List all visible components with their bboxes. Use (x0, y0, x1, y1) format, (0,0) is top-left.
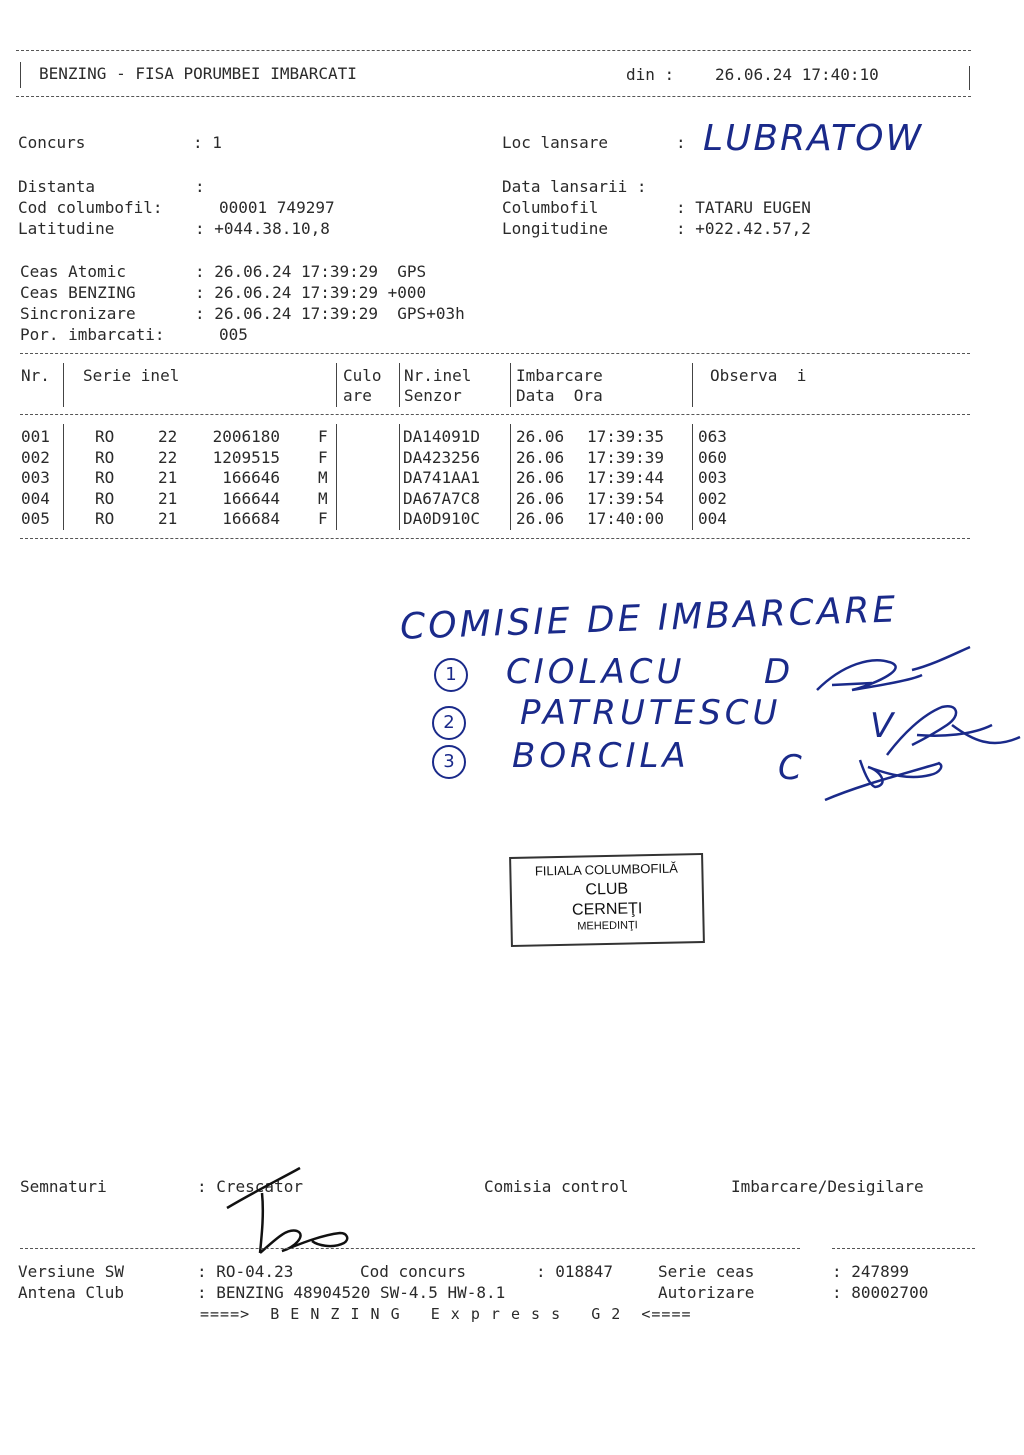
header-top-border (16, 50, 971, 51)
stamp-line-3: CERNEŢI (571, 900, 643, 919)
cell-date: 26.06 (516, 468, 565, 487)
cell-ring: 166646 (222, 468, 280, 487)
cell-nr: 004 (21, 488, 50, 508)
cell-senzor: DA14091D (403, 427, 481, 446)
cell-time: 17:39:39 (587, 447, 665, 467)
por-imbarcati-label: Por. imbarcati: (20, 325, 165, 344)
col-header-culoare-2: are (343, 386, 372, 405)
cell-year: 21 (158, 509, 178, 528)
header-date-value: 26.06.24 17:40:10 (715, 65, 879, 84)
concurs-value: : 1 (193, 133, 222, 152)
member-name: PATRUTESCU (520, 693, 782, 733)
table-col-divider (336, 363, 337, 407)
cell-nr: 001 (21, 427, 50, 446)
por-imbarcati-value: 005 (219, 325, 248, 344)
cell-observatii: 002 (698, 488, 727, 508)
longitudine-value: : +022.42.57,2 (676, 219, 811, 238)
cell-country: RO (95, 488, 115, 508)
longitudine-label: Longitudine (502, 219, 608, 238)
ceas-atomic-value: : 26.06.24 17:39:29 GPS (195, 262, 427, 281)
cell-year: 21 (158, 468, 178, 487)
versiune-sw-value: : RO-04.23 (197, 1262, 294, 1281)
cell-ring: 1209515 (212, 447, 280, 467)
antena-club-value: : BENZING 48904520 SW-4.5 HW-8.1 (197, 1283, 506, 1302)
autorizare-value: : 80002700 (832, 1283, 929, 1302)
cell-country: RO (95, 447, 115, 467)
autorizare-label: Autorizare (658, 1283, 755, 1302)
member-name: CIOLACU (506, 652, 686, 692)
cell-date: 26.06 (516, 509, 565, 528)
commission-title: COMISIE DE IMBARCARE (399, 589, 899, 648)
cell-time: 17:39:44 (587, 468, 665, 487)
col-header-observatii: Observa i (710, 366, 807, 385)
cell-sex: M (318, 468, 328, 487)
distanta-value: : (195, 177, 205, 196)
cell-year: 21 (158, 488, 178, 508)
ceas-atomic-label: Ceas Atomic (20, 262, 126, 281)
cell-nr: 003 (21, 468, 50, 487)
columbofil-value: : TATARU EUGEN (676, 198, 811, 217)
member-initial: C (778, 748, 802, 788)
imbarcare-desigilare-label: Imbarcare/Desigilare (731, 1177, 924, 1196)
table-col-divider (63, 363, 64, 407)
header-left-border (20, 62, 21, 88)
cod-columbofil-value: 00001 749297 (219, 198, 335, 217)
member-number-circle: 2 (432, 706, 466, 740)
cell-senzor: DA423256 (403, 447, 481, 467)
table-col-divider (399, 424, 400, 530)
distanta-label: Distanta (18, 177, 96, 196)
header-date-label: din : (626, 65, 675, 84)
antena-club-label: Antena Club (18, 1283, 124, 1302)
footer-separator-right (832, 1248, 975, 1249)
header-bottom-border (16, 96, 971, 97)
table-bottom-border (20, 538, 970, 539)
table-col-divider (692, 424, 693, 530)
cell-nr: 005 (21, 509, 50, 528)
document-title: BENZING - FISA PORUMBEI IMBARCATI (39, 64, 357, 83)
sincronizare-value: : 26.06.24 17:39:29 GPS+03h (195, 304, 465, 323)
columbofil-label: Columbofil (502, 198, 599, 217)
col-header-nr-inel: Nr.inel (404, 366, 472, 385)
club-stamp (509, 853, 705, 947)
loc-lansare-label: Loc lansare (502, 133, 608, 152)
cell-observatii: 004 (698, 509, 727, 528)
cell-sex: M (318, 488, 328, 508)
col-header-imbarcare: Imbarcare (516, 366, 603, 385)
table-top-border (20, 353, 970, 354)
cell-senzor: DA67A7C8 (403, 488, 481, 508)
table-header-border (20, 414, 970, 415)
cell-country: RO (95, 468, 115, 487)
cell-ring: 166644 (222, 488, 280, 508)
concurs-label: Concurs (18, 133, 86, 152)
cell-country: RO (95, 427, 115, 446)
cell-observatii: 060 (698, 447, 727, 467)
col-header-serie-inel: Serie inel (83, 366, 180, 385)
header-right-border (969, 66, 970, 90)
member-initial: V (870, 706, 894, 746)
cod-columbofil-label: Cod columbofil: (18, 198, 163, 217)
cell-year: 22 (158, 447, 178, 467)
footer-separator (20, 1248, 800, 1249)
latitudine-label: Latitudine (18, 219, 115, 238)
cell-observatii: 003 (698, 468, 727, 487)
member-number-circle: 3 (432, 745, 466, 779)
table-col-divider (336, 424, 337, 530)
cell-time: 17:39:35 (587, 427, 665, 446)
cell-time: 17:40:00 (587, 509, 665, 528)
col-header-data-ora: Data Ora (516, 386, 603, 405)
signature-member-3 (820, 745, 960, 805)
table-col-divider (692, 363, 693, 407)
cell-date: 26.06 (516, 447, 565, 467)
comisia-control-label: Comisia control (484, 1177, 629, 1196)
table-col-divider (399, 363, 400, 407)
cell-senzor: DA0D910C (403, 509, 481, 528)
member-initial: D (764, 652, 791, 692)
cell-sex: F (318, 427, 328, 446)
table-col-divider (510, 424, 511, 530)
ceas-benzing-value: : 26.06.24 17:39:29 +000 (195, 283, 427, 302)
sincronizare-label: Sincronizare (20, 304, 136, 323)
cell-observatii: 063 (698, 427, 727, 446)
cell-country: RO (95, 509, 115, 528)
semnaturi-label: Semnaturi (20, 1177, 107, 1196)
table-col-divider (63, 424, 64, 530)
stamp-line-1: FILIALA COLUMBOFILĂ (534, 860, 679, 879)
cod-concurs-label: Cod concurs (360, 1262, 466, 1281)
brand-line: ====> B E N Z I N G E x p r e s s G 2 <==== (200, 1305, 692, 1323)
col-header-senzor: Senzor (404, 386, 462, 405)
cell-date: 26.06 (516, 427, 565, 446)
semnaturi-value: : Crescator (197, 1177, 303, 1196)
loc-lansare-colon: : (676, 133, 686, 152)
col-header-culoare: Culo (343, 366, 382, 385)
cell-ring: 2006180 (212, 427, 280, 446)
cell-date: 26.06 (516, 488, 565, 508)
member-number-circle: 1 (434, 658, 468, 692)
stamp-line-2: CLUB (585, 880, 629, 899)
loc-lansare-handwritten: LUBRATOW (703, 118, 924, 159)
cell-ring: 166684 (222, 509, 280, 528)
cell-year: 22 (158, 427, 178, 446)
cod-concurs-value: : 018847 (536, 1262, 614, 1281)
serie-ceas-label: Serie ceas (658, 1262, 755, 1281)
latitudine-value: : +044.38.10,8 (195, 219, 330, 238)
cell-nr: 002 (21, 447, 50, 467)
member-name: BORCILA (512, 736, 690, 776)
versiune-sw-label: Versiune SW (18, 1262, 124, 1281)
data-lansarii-label: Data lansarii : (502, 177, 647, 196)
cell-sex: F (318, 447, 328, 467)
ceas-benzing-label: Ceas BENZING (20, 283, 136, 302)
col-header-nr: Nr. (21, 366, 50, 385)
cell-senzor: DA741AA1 (403, 468, 481, 487)
cell-sex: F (318, 509, 328, 528)
table-col-divider (510, 363, 511, 407)
cell-time: 17:39:54 (587, 488, 665, 508)
stamp-line-4: MEHEDINŢI (577, 919, 638, 934)
serie-ceas-value: : 247899 (832, 1262, 910, 1281)
